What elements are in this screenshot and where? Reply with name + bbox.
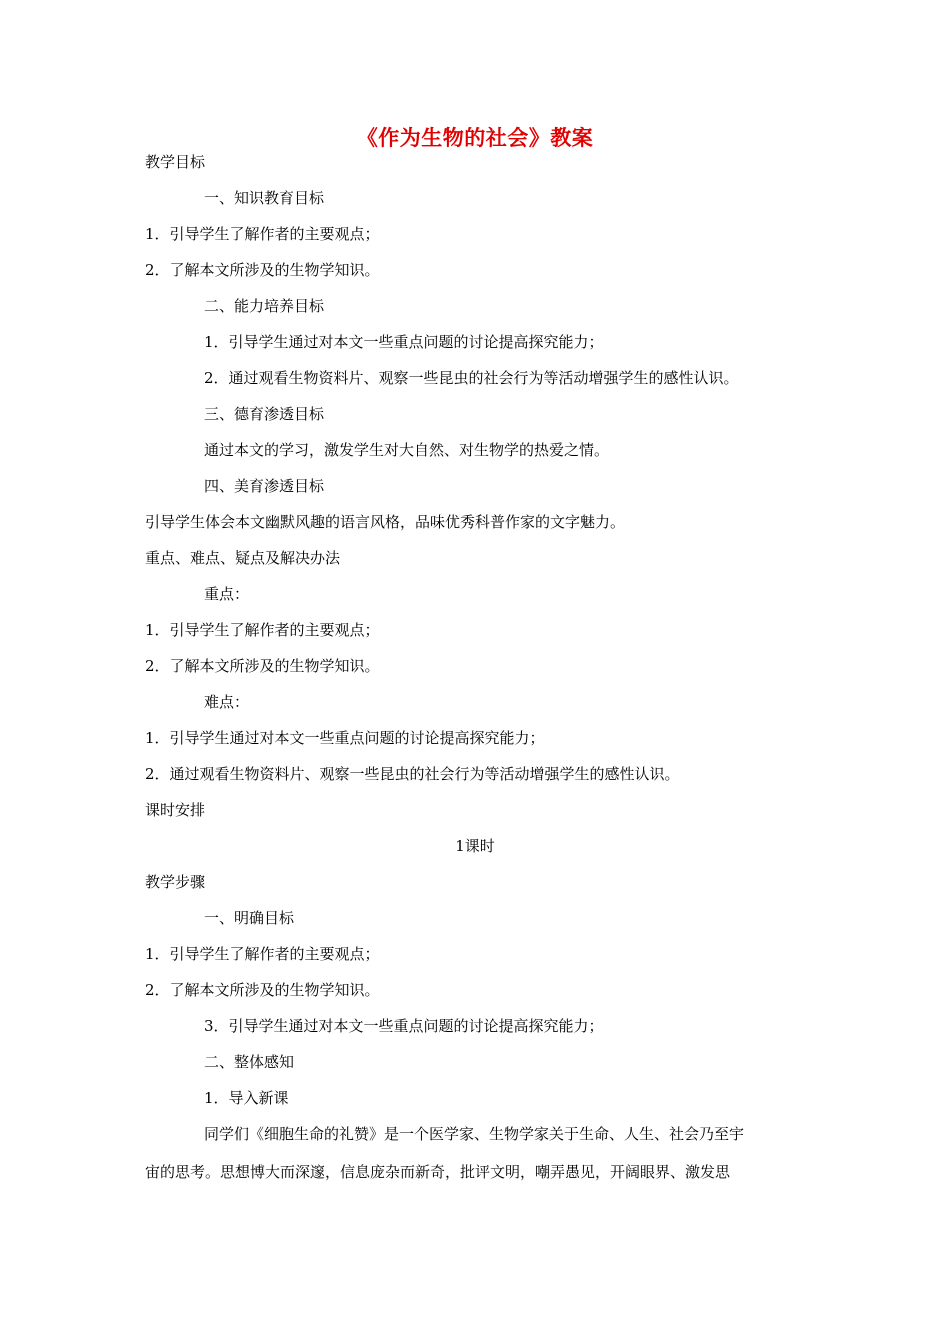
list-item: 1．引导学生了解作者的主要观点； xyxy=(145,225,380,243)
section-heading-teaching-goals: 教学目标 xyxy=(145,153,206,171)
schedule-value: 1课时 xyxy=(455,837,495,855)
list-item: 2．通过观看生物资料片、观察一些昆虫的社会行为等活动增强学生的感性认识。 xyxy=(204,369,739,387)
section-heading-steps: 教学步骤 xyxy=(145,873,206,891)
paragraph-line: 宙的思考。思想博大而深邃，信息庞杂而新奇，批评文明，嘲弄愚见，开阔眼界、激发思 xyxy=(145,1163,731,1181)
subheading-aesthetic-goals: 四、美育渗透目标 xyxy=(204,477,325,495)
subheading-difficult-points: 难点： xyxy=(204,693,250,711)
subheading-key-points: 重点： xyxy=(204,585,250,603)
subheading-knowledge-goals: 一、知识教育目标 xyxy=(204,189,325,207)
subheading-ability-goals: 二、能力培养目标 xyxy=(204,297,325,315)
list-item: 2．了解本文所涉及的生物学知识。 xyxy=(145,981,380,999)
list-item: 2．了解本文所涉及的生物学知识。 xyxy=(145,261,380,279)
section-heading-key-points: 重点、难点、疑点及解决办法 xyxy=(145,549,341,567)
list-item: 1．引导学生通过对本文一些重点问题的讨论提高探究能力； xyxy=(204,333,604,351)
list-item: 2．通过观看生物资料片、观察一些昆虫的社会行为等活动增强学生的感性认识。 xyxy=(145,765,680,783)
list-item: 2．了解本文所涉及的生物学知识。 xyxy=(145,657,380,675)
list-item: 1．引导学生了解作者的主要观点； xyxy=(145,945,380,963)
subheading-moral-goals: 三、德育渗透目标 xyxy=(204,405,325,423)
document-title: 《作为生物的社会》教案 xyxy=(356,125,594,150)
subheading-clarify-goals: 一、明确目标 xyxy=(204,909,295,927)
paragraph: 引导学生体会本文幽默风趣的语言风格，品味优秀科普作家的文字魅力。 xyxy=(145,513,626,531)
list-item: 1．引导学生了解作者的主要观点； xyxy=(145,621,380,639)
subheading-introduction: 1．导入新课 xyxy=(204,1089,289,1107)
paragraph-line: 同学们《细胞生命的礼赞》是一个医学家、生物学家关于生命、人生、社会乃至宇 xyxy=(204,1125,745,1143)
section-heading-schedule: 课时安排 xyxy=(145,801,206,819)
list-item: 3．引导学生通过对本文一些重点问题的讨论提高探究能力； xyxy=(204,1017,604,1035)
paragraph: 通过本文的学习，激发学生对大自然、对生物学的热爱之情。 xyxy=(204,441,610,459)
subheading-overall-perception: 二、整体感知 xyxy=(204,1053,295,1071)
list-item: 1．引导学生通过对本文一些重点问题的讨论提高探究能力； xyxy=(145,729,545,747)
